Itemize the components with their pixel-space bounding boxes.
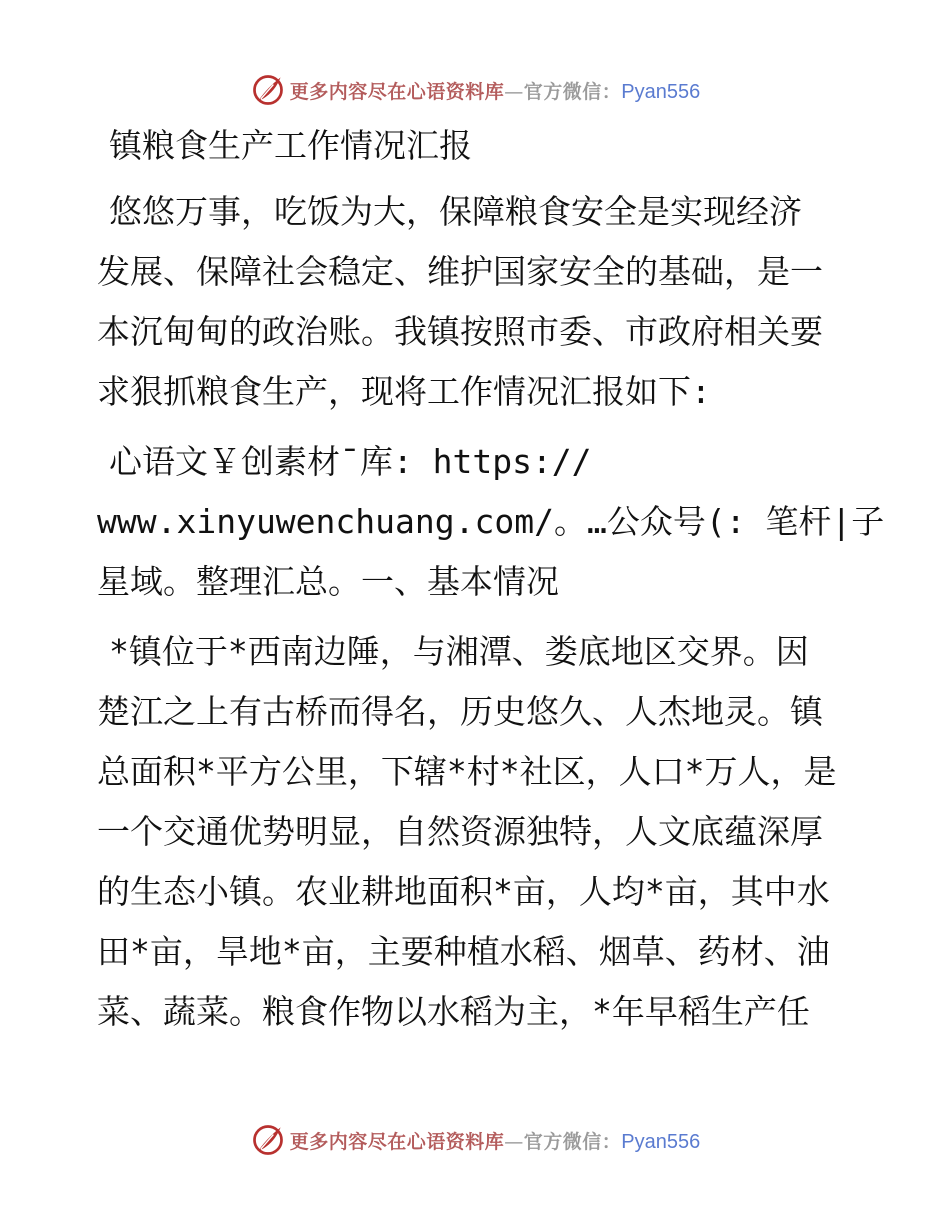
document-body: [97, 118, 885, 1052]
footer-banner-text: [290, 1127, 701, 1154]
paragraph-line: 楚江之上有古桥而得名，历史悠久、人杰地灵。镇: [97, 692, 823, 731]
header-banner-text: [290, 77, 701, 104]
paragraph-basic-info: [97, 622, 857, 1042]
paragraph-line: www.xinyuwenchuang.com/。…公众号(: 笔杆|子: [97, 502, 885, 541]
banner-wechat-label: 官方微信：: [523, 80, 622, 103]
header-banner: [0, 68, 950, 112]
paragraph-line: 悠悠万事，吃饭为大，保障粮食安全是实现经济: [109, 192, 802, 231]
quill-logo-icon: [250, 72, 286, 108]
paragraph-line: 菜、蔬菜。粮食作物以水稻为主，*年早稻生产任: [97, 992, 810, 1031]
paragraph-line: *镇位于*西南边陲，与湘潭、娄底地区交界。因: [109, 632, 809, 671]
paragraph-line: 发展、保障社会稳定、维护国家安全的基础，是一: [97, 252, 823, 291]
banner-main-text: 更多内容尽在心语资料库: [289, 1130, 505, 1153]
paragraph-line: 一个交通优势明显，自然资源独特，人文底蕴深厚: [97, 812, 823, 851]
banner-wechat-label: 官方微信：: [523, 1130, 622, 1153]
banner-wechat-id: Pyan556: [621, 1130, 701, 1153]
paragraph-intro: [97, 182, 857, 422]
banner-dash: —: [504, 80, 524, 103]
banner-wechat-id: Pyan556: [621, 80, 701, 103]
document-title: 镇粮食生产工作情况汇报: [109, 126, 472, 165]
paragraph-line: 心语文￥创素材¯库: https://: [109, 442, 592, 481]
paragraph-line: 田*亩，旱地*亩，主要种植水稻、烟草、药材、油: [97, 932, 830, 971]
paragraph-source: [97, 432, 885, 612]
footer-banner: [0, 1118, 950, 1162]
paragraph-line: 星域。整理汇总。一、基本情况: [97, 562, 559, 601]
paragraph-line: 总面积*平方公里，下辖*村*社区，人口*万人，是: [97, 752, 837, 791]
quill-logo-icon: [250, 1122, 286, 1158]
paragraph-line: 的生态小镇。农业耕地面积*亩，人均*亩，其中水: [97, 872, 830, 911]
paragraph-line: 本沉甸甸的政治账。我镇按照市委、市政府相关要: [97, 312, 823, 351]
banner-main-text: 更多内容尽在心语资料库: [289, 80, 505, 103]
banner-dash: —: [504, 1130, 524, 1153]
paragraph-line: 求狠抓粮食生产，现将工作情况汇报如下:: [97, 372, 711, 411]
